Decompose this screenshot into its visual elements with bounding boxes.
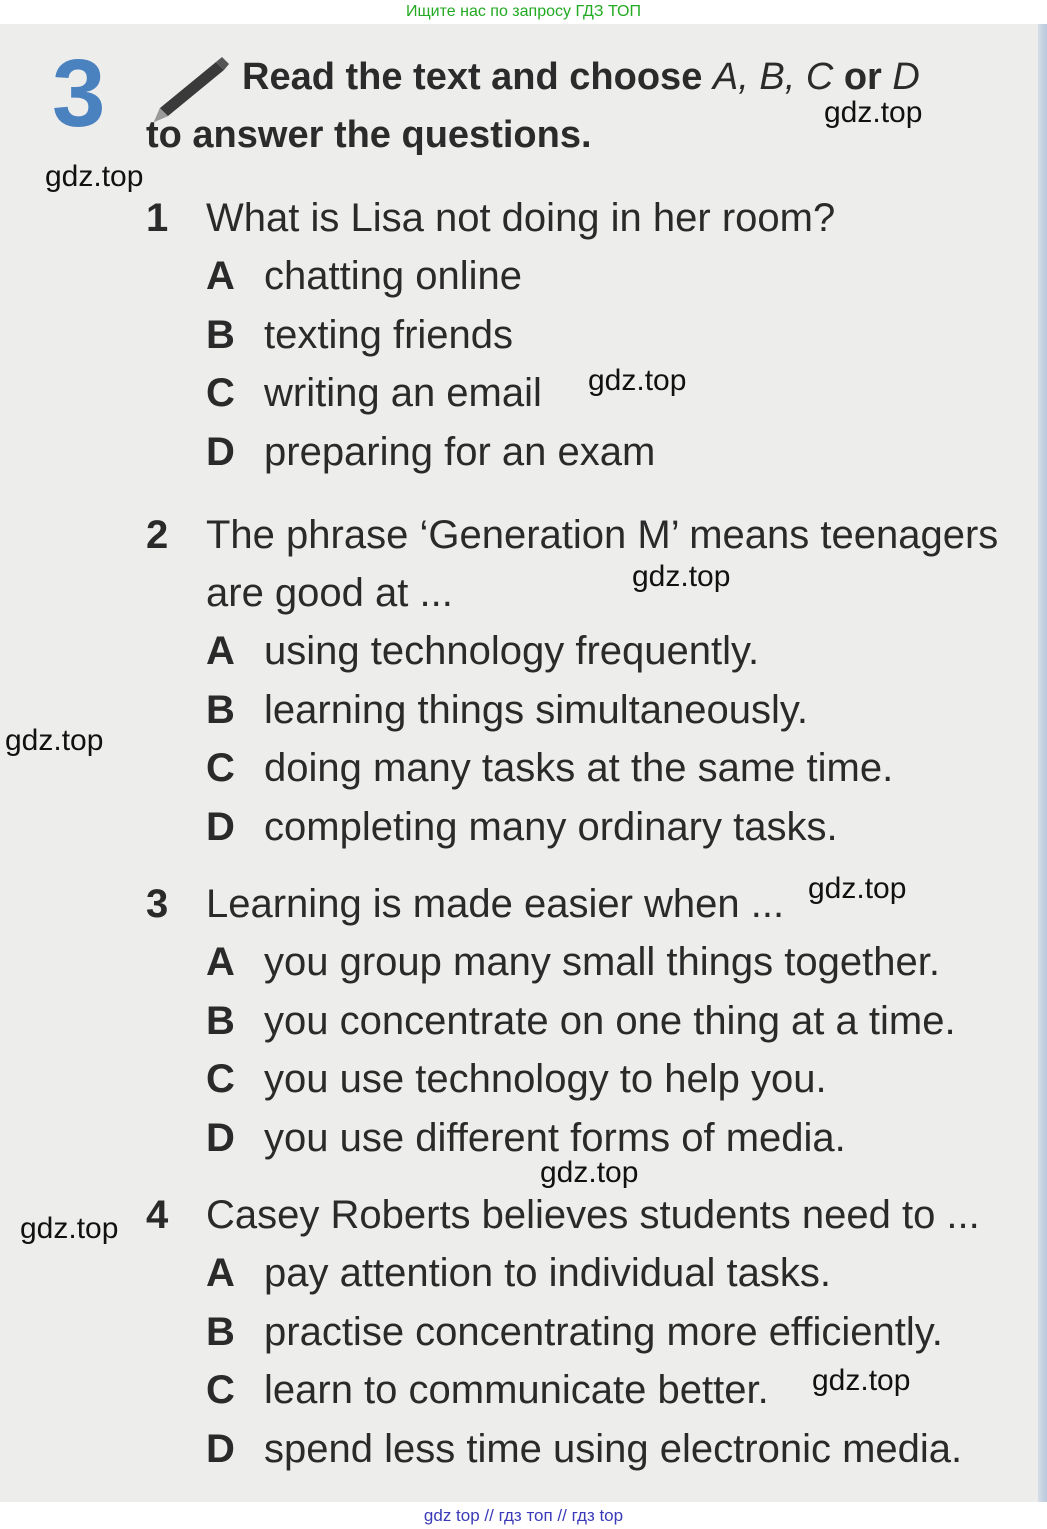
watermark: gdz.top (812, 1364, 911, 1397)
option-d: D spend less time using electronic media. (206, 1426, 963, 1471)
question-number: 4 (146, 1193, 169, 1237)
watermark: gdz.top (540, 1156, 639, 1189)
question-number: 3 (146, 882, 169, 926)
question-number: 1 (146, 196, 169, 240)
watermark: gdz.top (20, 1212, 119, 1245)
option-b: B practise concentrating more efficiently. (206, 1309, 943, 1354)
option-c: C you use technology to help you. (206, 1057, 827, 1101)
bottom-banner: gdz top // гдз топ // гдз top (0, 1502, 1047, 1529)
option-a: A using technology frequently. (206, 629, 760, 673)
watermark: gdz.top (824, 96, 923, 129)
watermark: gdz.top (588, 364, 687, 397)
question-4 (146, 1186, 1006, 1478)
option-c: C learn to communicate better. (206, 1368, 769, 1412)
option-a: A you group many small things together. (206, 940, 940, 984)
watermark: gdz.top (5, 724, 104, 757)
watermark: gdz.top (45, 160, 144, 193)
option-c: C writing an email (206, 371, 542, 415)
question-number: 2 (146, 513, 169, 557)
option-a: A chatting online (206, 254, 522, 298)
scanned-page (0, 24, 1047, 1502)
question-2 (146, 506, 1006, 856)
page-edge (1038, 24, 1047, 1502)
option-b: B texting friends (206, 312, 514, 357)
top-banner: Ищите нас по запросу ГДЗ ТОП (0, 0, 1047, 24)
option-d: D completing many ordinary tasks. (206, 804, 838, 849)
question-text: Learning is made easier when ... (206, 882, 785, 926)
task-number: 3 (52, 40, 106, 147)
option-d: D preparing for an exam (206, 429, 656, 474)
option-c: C doing many tasks at the same time. (206, 746, 894, 790)
question-1 (146, 189, 1006, 481)
watermark: gdz.top (808, 872, 907, 905)
option-b: B learning things simultaneously. (206, 687, 809, 732)
option-b: B you concentrate on one thing at a time. (206, 998, 956, 1043)
question-text: Casey Roberts believes students need to ... (206, 1193, 980, 1237)
watermark: gdz.top (632, 560, 731, 593)
task-instruction: Read the text and choose A, B, C or D to answer the questions. (146, 56, 920, 156)
question-text: What is Lisa not doing in her room? (206, 196, 836, 240)
question-text: The phrase ‘Generation M’ means teenagers are good at ... (206, 513, 999, 615)
question-3 (146, 875, 1006, 1167)
option-a: A pay attention to individual tasks. (206, 1251, 832, 1295)
option-d: D you use different forms of media. (206, 1115, 846, 1160)
